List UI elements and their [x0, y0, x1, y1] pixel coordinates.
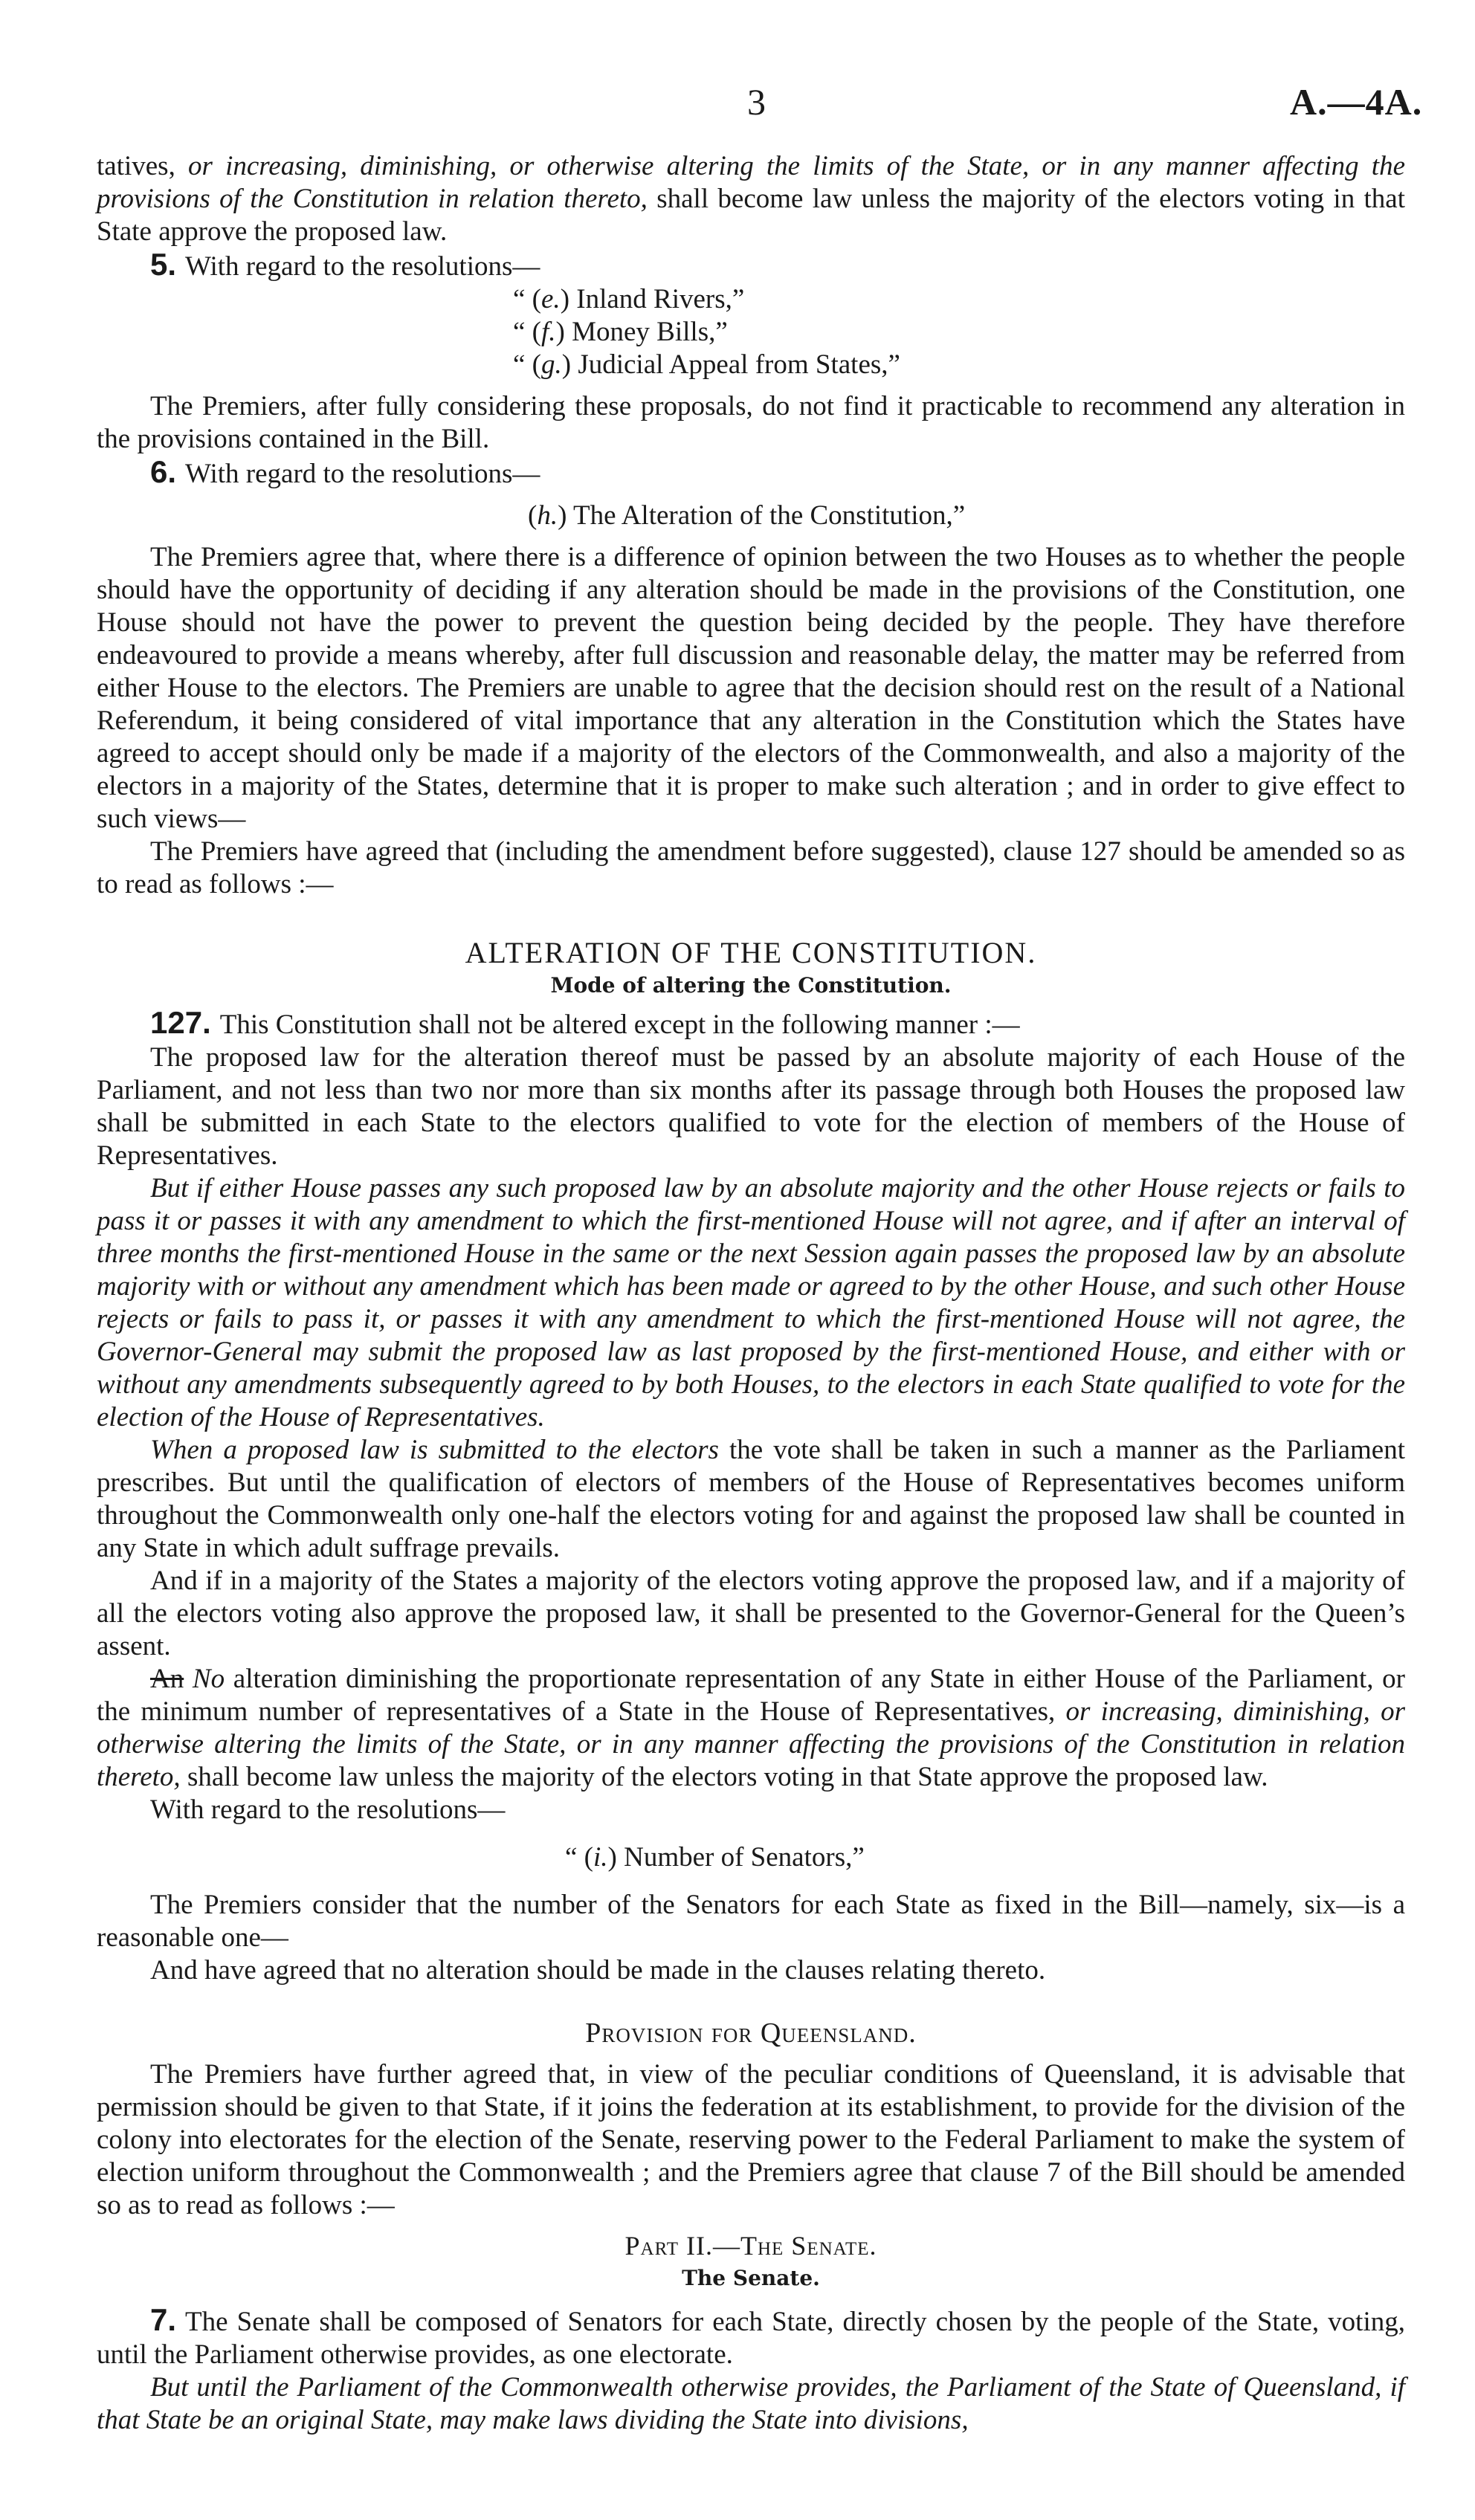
- clause-127-para-e: An No alteration diminishing the proportionate representation of any State in either House of the Parliament, or the minimum number of representatives of a State in the House of Representatives, or increasing, diminishing, or otherwise altering the limits of the State, or in any manner affecting the provisions of the Constitution in relation thereto, shall become law unless the majority of the electors voting in that State approve the proposed law.: [97, 1664, 1406, 1792]
- part-heading: Part II.—The Senate.: [624, 2231, 877, 2261]
- clause-127-para-d: And if in a majority of the States a majority of the electors voting approve the proposed law, and if a majority of all the electors voting also approve the proposed law, it shall be presented to the Governor-General for the Queen’s assent.: [97, 1566, 1405, 1661]
- section-6-intro: 6. With regard to the resolutions—: [150, 454, 540, 489]
- resolution-e: “ (e.) Inland Rivers,”: [513, 284, 745, 314]
- clause-127-para-a: The proposed law for the alteration thereof must be passed by an absolute majority of each House of the Parliament, and not less than two nor more than six months after its passage through both Houses the proposed law shall be submitted in each State to the electors qualified to vote for the election of members of the House of Representatives.: [97, 1042, 1405, 1171]
- paragraph-7a: The Premiers consider that the number of the Senators for each State as fixed in the Bill—namely, six—is a reasonable one—: [97, 1890, 1405, 1953]
- clause-7-para-b: But until the Parliament of the Commonwealth otherwise provides, the Parliament of the State of Queensland, if that State be an original State, may make laws dividing the State into divisions,: [97, 2372, 1405, 2435]
- clause-number: 127.: [150, 1005, 211, 1040]
- resolution-h: (h.) The Alteration of the Constitution,”: [528, 500, 966, 531]
- heading-alteration: ALTERATION OF THE CONSTITUTION.: [465, 936, 1037, 969]
- heading-queensland: Provision for Queensland.: [585, 2017, 917, 2049]
- paragraph-7b: And have agreed that no alteration should be made in the clauses relating thereto.: [150, 1955, 1046, 1986]
- clause-127-para-c: When a proposed law is submitted to the electors the vote shall be taken in such a manner as the Parliament prescribes. But until the qualification of electors of members of the House of Representatives becomes uniform throughout the Commonwealth only one-half the electors voting for and against the proposed law shall be counted in any State in which adult suffrage prevails.: [97, 1435, 1405, 1563]
- section-number: 5.: [150, 247, 177, 282]
- paragraph-5: The Premiers, after fully considering these proposals, do not find it practicable to recommend any alteration in the provisions contained in the Bill.: [97, 391, 1405, 454]
- document-reference: A.—4A.: [1290, 81, 1423, 123]
- paragraph-6a: The Premiers agree that, where there is a difference of opinion between the two Houses as to whether the people should have the opportunity of deciding if any alteration should be made in the provisions of the Constitution, one House should not have the power to prevent the question being decided by the people. They have therefore endeavoured to provide a means whereby, after full discussion and reasonable delay, the matter may be referred from either House to the electors. The Premiers are unable to agree that the decision should rest on the result of a National Referendum, it being considered of vital importance that any alteration in the Constitution which the States have agreed to accept should only be made if a majority of the electors of the Commonwealth, and also a majority of the electors in a majority of the States, determine that it is proper to make such alteration ; and in order to give effect to such views—: [97, 542, 1405, 834]
- subheading-mode: Mode of altering the Constitution.: [550, 973, 952, 998]
- page-number: 3: [747, 81, 766, 123]
- paragraph-continued: tatives, or increasing, diminishing, or otherwise altering the limits of the State, or in any manner affecting the provisions of the Constitution in relation thereto, shall become law unless the majority of the electors voting in that State approve the proposed law.: [97, 151, 1405, 247]
- section-7-intro: With regard to the resolutions—: [150, 1794, 506, 1825]
- resolution-i: “ (i.) Number of Senators,”: [565, 1842, 865, 1873]
- struck-word: An: [150, 1664, 184, 1694]
- resolution-g: “ (g.) Judicial Appeal from States,”: [513, 349, 900, 380]
- resolution-f: “ (f.) Money Bills,”: [513, 317, 728, 347]
- paragraph-6b: The Premiers have agreed that (including the amendment before suggested), clause 127 should be amended so as to read as follows :—: [97, 836, 1405, 899]
- clause-127: 127. This Constitution shall not be altered except in the following manner :—: [150, 1005, 1020, 1040]
- section-5-intro: 5. With regard to the resolutions—: [150, 247, 540, 282]
- body-text: [97, 150, 1405, 2437]
- subheading-senate: The Senate.: [682, 2266, 820, 2290]
- clause-127-para-b: But if either House passes any such proposed law by an absolute majority and the other House rejects or fails to pass it or passes it with any amendment to which the first-mentioned House will not agree, and if after an interval of three months the first-mentioned House in the same or the next Session again passes the proposed law by an absolute majority with or without any amendment which has been made or agreed to by the other House, and such other House rejects or fails to pass it, or passes it with any amendment to which the first-mentioned House will not agree, the Governor-General may submit the proposed law as last proposed by the first-mentioned House, and either with or without any amendments subsequently agreed to by both Houses, to the electors in each State qualified to vote for the election of the House of Representatives.: [97, 1173, 1405, 1432]
- section-number: 6.: [150, 454, 177, 489]
- clause-7: 7. The Senate shall be composed of Senators for each State, directly chosen by the people of the State, voting, until the Parliament otherwise provides, as one electorate.: [97, 2302, 1405, 2370]
- paragraph-queensland: The Premiers have further agreed that, in view of the peculiar conditions of Queensland, it is advisable that permission should be given to that State, if it joins the federation at its establishment, to provide for the division of the colony into electorates for the election of the Senate, reserving power to the Federal Parliament to make the system of election uniform throughout the Commonwealth ; and the Premiers agree that clause 7 of the Bill should be amended so as to read as follows :—: [97, 2059, 1405, 2220]
- clause-number: 7.: [150, 2302, 177, 2337]
